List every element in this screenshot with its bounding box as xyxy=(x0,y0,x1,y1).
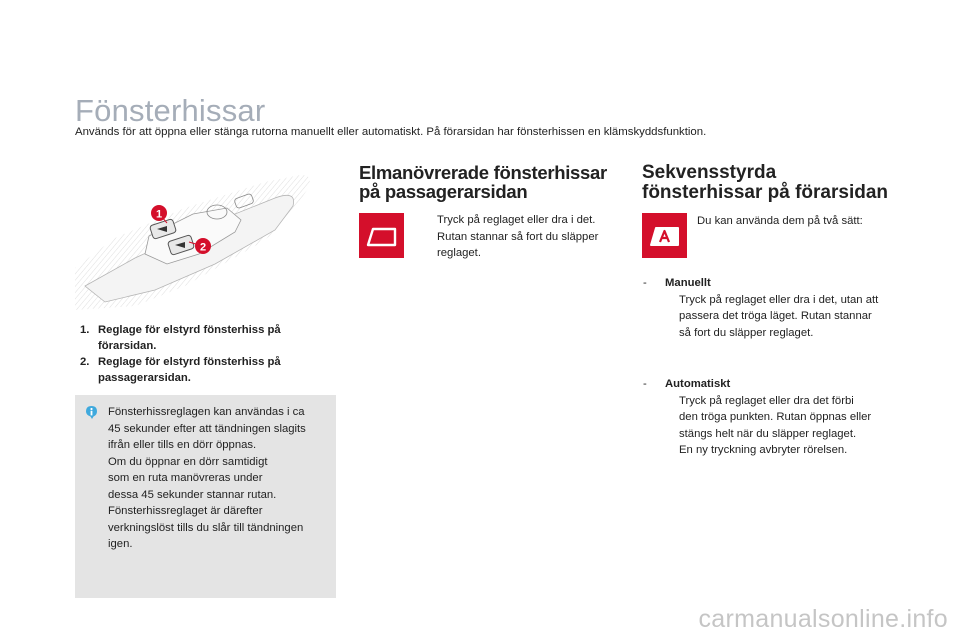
callout-1 xyxy=(151,205,167,221)
window-switch-icon xyxy=(359,213,404,258)
passenger-instruction: Tryck på reglaget eller dra i det. Rutan stannar så fort du släpper reglaget. xyxy=(437,214,599,259)
page-title: Fönsterhissar xyxy=(75,93,266,128)
driver-heading: Sekvensstyrda fönsterhissar på förarsidan xyxy=(642,162,889,203)
illustration-legend xyxy=(80,322,330,386)
driver-intro: Du kan använda dem på två sätt: xyxy=(697,215,863,227)
info-note-text: Fönsterhissreglagen kan användas i ca 45 sekunder efter att tändningen slagits ifrån eller tills en dörr öppnas. Om du öppnar en dörr samtidigt som en ruta manövreras under dessa 45 sekunder stannar rutan. Fönsterhissreglaget är därefter verkningslöst tills du slår till tändningen igen. xyxy=(108,406,306,550)
svg-text:2: 2 xyxy=(199,241,207,254)
driver-automatic-section: - Automatiskt Tryck på reglaget eller dra det förbi den tröga punkten. Rutan öppnas eller stängs helt när du släpper reglaget. En ny tryckning avbryter rörelsen. xyxy=(643,378,872,456)
door-switch-illustration xyxy=(75,168,337,310)
passenger-heading: Elmanövrerade fönsterhissar på passagerarsidan xyxy=(359,162,607,202)
legend-item: 2. Reglage för elstyrd fönsterhiss på passagerarsidan. xyxy=(80,356,281,384)
info-note xyxy=(75,395,336,598)
legend-item: 1. Reglage för elstyrd fönsterhiss på förarsidan. xyxy=(80,324,281,352)
driver-manual-section: - Manuellt Tryck på reglaget eller dra i det, utan att passera det tröga läget. Rutan stannar så fort du släpper reglaget. xyxy=(643,277,879,339)
callout-2 xyxy=(195,238,211,254)
auto-window-switch-icon xyxy=(642,213,687,258)
svg-text:1: 1 xyxy=(155,208,163,221)
info-icon xyxy=(84,405,99,420)
page-intro: Används för att öppna eller stänga rutorna manuellt eller automatiskt. På förarsidan har fönsterhissen en klämskyddsfunktion. xyxy=(75,126,707,138)
watermark: carmanualsonline.info xyxy=(698,605,948,633)
